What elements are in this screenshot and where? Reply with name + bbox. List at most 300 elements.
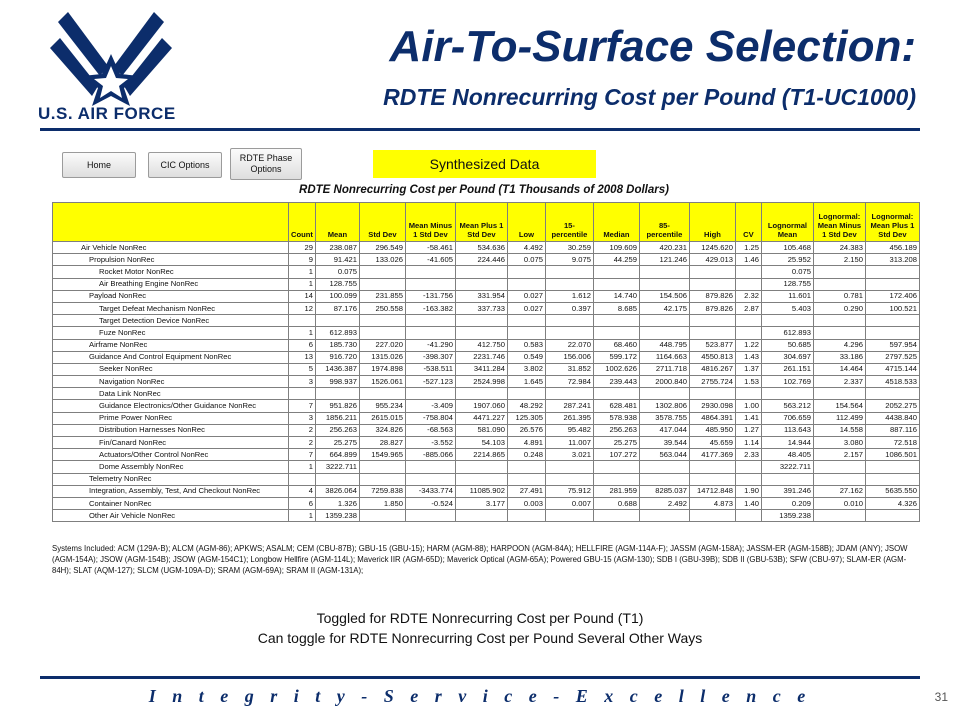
table-cell: 1.27 xyxy=(735,424,761,436)
home-button[interactable]: Home xyxy=(62,152,136,178)
table-cell: -68.563 xyxy=(405,424,455,436)
table-cell: 6 xyxy=(289,339,316,351)
column-header: Std Dev xyxy=(359,203,405,242)
table-cell: 534.636 xyxy=(455,242,507,254)
table-row xyxy=(53,363,920,375)
table-cell: 1 xyxy=(289,278,316,290)
table-cell: 879.826 xyxy=(689,290,735,302)
row-label: Seeker NonRec xyxy=(53,363,289,375)
table-cell: 2.337 xyxy=(813,376,865,388)
table-cell: 0.027 xyxy=(507,302,545,314)
table-cell xyxy=(761,315,813,327)
table-cell: 50.685 xyxy=(761,339,813,351)
header-divider xyxy=(40,128,920,131)
table-cell: 2052.275 xyxy=(865,400,919,412)
table-cell: 1245.620 xyxy=(689,242,735,254)
table-cell: 4177.369 xyxy=(689,449,735,461)
table-cell xyxy=(545,327,593,339)
table-cell: 231.855 xyxy=(359,290,405,302)
table-cell xyxy=(507,388,545,400)
table-cell xyxy=(761,473,813,485)
slide-subtitle: RDTE Nonrecurring Cost per Pound (T1-UC1000) xyxy=(383,84,916,110)
table-cell: 3 xyxy=(289,412,316,424)
table-cell xyxy=(639,473,689,485)
table-cell: -758.804 xyxy=(405,412,455,424)
table-cell: 8285.037 xyxy=(639,485,689,497)
table-cell xyxy=(545,510,593,522)
table-cell: 75.912 xyxy=(545,485,593,497)
table-cell: 287.241 xyxy=(545,400,593,412)
table-cell xyxy=(735,315,761,327)
table-cell: 5.403 xyxy=(761,302,813,314)
table-cell: 0.003 xyxy=(507,497,545,509)
table-row xyxy=(53,497,920,509)
table-cell xyxy=(639,461,689,473)
table-cell xyxy=(639,510,689,522)
table-cell xyxy=(593,327,639,339)
table-cell: 0.075 xyxy=(315,266,359,278)
table-row xyxy=(53,485,920,497)
table-cell: 706.659 xyxy=(761,412,813,424)
table-row xyxy=(53,449,920,461)
table-cell xyxy=(593,473,639,485)
table-cell: 998.937 xyxy=(315,376,359,388)
row-label: Air Vehicle NonRec xyxy=(53,242,289,254)
table-cell xyxy=(545,266,593,278)
table-cell: 597.954 xyxy=(865,339,919,351)
table-cell: 612.893 xyxy=(315,327,359,339)
table-cell: 31.852 xyxy=(545,363,593,375)
table-cell xyxy=(455,473,507,485)
table-cell: 3222.711 xyxy=(315,461,359,473)
table-cell xyxy=(315,388,359,400)
table-cell xyxy=(455,278,507,290)
table-cell xyxy=(315,315,359,327)
table-cell xyxy=(289,315,316,327)
table-cell xyxy=(813,278,865,290)
table-cell xyxy=(639,266,689,278)
table-cell: 578.938 xyxy=(593,412,639,424)
table-cell: 3 xyxy=(289,376,316,388)
row-label: Guidance Electronics/Other Guidance NonRec xyxy=(53,400,289,412)
table-cell: 128.755 xyxy=(761,278,813,290)
table-cell: 261.395 xyxy=(545,412,593,424)
table-cell: 3.080 xyxy=(813,437,865,449)
table-cell xyxy=(593,388,639,400)
row-label: Target Defeat Mechanism NonRec xyxy=(53,302,289,314)
table-cell xyxy=(593,266,639,278)
table-cell: 4.873 xyxy=(689,497,735,509)
cic-options-button[interactable]: CIC Options xyxy=(148,152,222,178)
table-cell: 4550.813 xyxy=(689,351,735,363)
table-cell xyxy=(545,461,593,473)
table-cell xyxy=(289,388,316,400)
table-cell: 3222.711 xyxy=(761,461,813,473)
table-cell: 0.075 xyxy=(761,266,813,278)
logo-wordmark: U.S. AIR FORCE xyxy=(38,104,176,123)
table-cell xyxy=(735,510,761,522)
table-row xyxy=(53,315,920,327)
table-cell: -0.524 xyxy=(405,497,455,509)
table-cell: 4.326 xyxy=(865,497,919,509)
table-cell: 4864.391 xyxy=(689,412,735,424)
table-cell: 107.272 xyxy=(593,449,639,461)
table-cell xyxy=(865,510,919,522)
table-cell: 1526.061 xyxy=(359,376,405,388)
table-row xyxy=(53,254,920,266)
table-cell: 14 xyxy=(289,290,316,302)
table-cell: 1.37 xyxy=(735,363,761,375)
table-cell xyxy=(359,327,405,339)
table-cell: 113.643 xyxy=(761,424,813,436)
table-cell: 45.659 xyxy=(689,437,735,449)
table-cell xyxy=(813,327,865,339)
table-cell: 0.007 xyxy=(545,497,593,509)
table-row xyxy=(53,278,920,290)
column-header: Lognormal: Mean Minus 1 Std Dev xyxy=(813,203,865,242)
row-label: Dome Assembly NonRec xyxy=(53,461,289,473)
table-cell: -41.605 xyxy=(405,254,455,266)
table-cell: 429.013 xyxy=(689,254,735,266)
table-cell xyxy=(593,461,639,473)
column-header: Lognormal: Mean Plus 1 Std Dev xyxy=(865,203,919,242)
table-cell: 1359.238 xyxy=(761,510,813,522)
table-cell xyxy=(289,473,316,485)
column-header: Median xyxy=(593,203,639,242)
table-cell xyxy=(639,278,689,290)
table-cell: 95.482 xyxy=(545,424,593,436)
table-cell xyxy=(865,278,919,290)
row-label: Navigation NonRec xyxy=(53,376,289,388)
table-cell: 5635.550 xyxy=(865,485,919,497)
table-cell xyxy=(735,461,761,473)
table-cell: 7 xyxy=(289,400,316,412)
table-cell: 0.781 xyxy=(813,290,865,302)
table-cell: 563.212 xyxy=(761,400,813,412)
table-cell: 420.231 xyxy=(639,242,689,254)
table-cell: 2755.724 xyxy=(689,376,735,388)
table-cell: 1.00 xyxy=(735,400,761,412)
table-cell: 1359.238 xyxy=(315,510,359,522)
row-label: Other Air Vehicle NonRec xyxy=(53,510,289,522)
table-cell: 887.116 xyxy=(865,424,919,436)
table-cell: 281.959 xyxy=(593,485,639,497)
row-label: Guidance And Control Equipment NonRec xyxy=(53,351,289,363)
row-label: Prime Power NonRec xyxy=(53,412,289,424)
table-cell: 11.007 xyxy=(545,437,593,449)
table-cell xyxy=(359,510,405,522)
table-cell xyxy=(545,315,593,327)
table-cell: 0.397 xyxy=(545,302,593,314)
table-cell: 3.177 xyxy=(455,497,507,509)
table-cell: 3411.284 xyxy=(455,363,507,375)
table-cell: 955.234 xyxy=(359,400,405,412)
table-cell xyxy=(865,266,919,278)
table-cell xyxy=(593,510,639,522)
table-cell xyxy=(405,510,455,522)
table-cell xyxy=(507,266,545,278)
table-cell: 109.609 xyxy=(593,242,639,254)
table-cell: 296.549 xyxy=(359,242,405,254)
row-label: Rocket Motor NonRec xyxy=(53,266,289,278)
table-cell: 12 xyxy=(289,302,316,314)
table-cell: 6 xyxy=(289,497,316,509)
table-cell xyxy=(813,510,865,522)
table-cell: 30.259 xyxy=(545,242,593,254)
table-cell: 256.263 xyxy=(593,424,639,436)
table-cell: 2.87 xyxy=(735,302,761,314)
table-cell xyxy=(735,388,761,400)
table-cell xyxy=(455,461,507,473)
table-cell: 0.027 xyxy=(507,290,545,302)
table-cell: -3.409 xyxy=(405,400,455,412)
column-header: Low xyxy=(507,203,545,242)
table-cell: 1 xyxy=(289,461,316,473)
table-cell: -527.123 xyxy=(405,376,455,388)
table-cell: 581.090 xyxy=(455,424,507,436)
table-cell: -58.461 xyxy=(405,242,455,254)
table-cell: 11085.902 xyxy=(455,485,507,497)
row-label: Fin/Canard NonRec xyxy=(53,437,289,449)
table-cell: 0.209 xyxy=(761,497,813,509)
table-cell xyxy=(507,278,545,290)
table-cell: 100.521 xyxy=(865,302,919,314)
table-cell: 2.157 xyxy=(813,449,865,461)
table-cell xyxy=(735,278,761,290)
table-cell: 485.950 xyxy=(689,424,735,436)
table-cell: 2214.865 xyxy=(455,449,507,461)
table-cell: 26.576 xyxy=(507,424,545,436)
table-cell: 2797.525 xyxy=(865,351,919,363)
table-cell: 2.33 xyxy=(735,449,761,461)
table-cell: 2615.015 xyxy=(359,412,405,424)
table-row xyxy=(53,473,920,485)
table-cell: 456.189 xyxy=(865,242,919,254)
table-cell: 2 xyxy=(289,437,316,449)
table-cell: 72.984 xyxy=(545,376,593,388)
page-number: 31 xyxy=(934,690,948,704)
table-cell xyxy=(735,473,761,485)
table-cell: 125.305 xyxy=(507,412,545,424)
table-cell: 612.893 xyxy=(761,327,813,339)
table-row xyxy=(53,424,920,436)
table-cell xyxy=(865,315,919,327)
row-label: Fuze NonRec xyxy=(53,327,289,339)
table-row xyxy=(53,461,920,473)
table-cell: 25.275 xyxy=(593,437,639,449)
table-cell: 9.075 xyxy=(545,254,593,266)
table-cell: 2231.746 xyxy=(455,351,507,363)
table-cell: 2 xyxy=(289,424,316,436)
table-cell xyxy=(689,278,735,290)
table-cell xyxy=(545,388,593,400)
table-cell xyxy=(689,266,735,278)
table-row xyxy=(53,412,920,424)
table-cell: 42.175 xyxy=(639,302,689,314)
row-label: Distribution Harnesses NonRec xyxy=(53,424,289,436)
table-cell xyxy=(359,461,405,473)
table-cell: 238.087 xyxy=(315,242,359,254)
rdte-button-line1: RDTE Phase xyxy=(239,153,293,163)
table-cell: 154.564 xyxy=(813,400,865,412)
table-row xyxy=(53,376,920,388)
table-cell xyxy=(813,461,865,473)
table-cell: 304.697 xyxy=(761,351,813,363)
table-cell: 331.954 xyxy=(455,290,507,302)
table-cell xyxy=(689,327,735,339)
table-row xyxy=(53,351,920,363)
table-cell: 128.755 xyxy=(315,278,359,290)
table-cell: 417.044 xyxy=(639,424,689,436)
table-cell: 2.492 xyxy=(639,497,689,509)
rdte-phase-options-button[interactable] xyxy=(230,148,302,180)
table-cell xyxy=(545,278,593,290)
row-label: Propulsion NonRec xyxy=(53,254,289,266)
table-cell: 1856.211 xyxy=(315,412,359,424)
table-cell: -538.511 xyxy=(405,363,455,375)
table-cell: 1.645 xyxy=(507,376,545,388)
column-header: Mean xyxy=(315,203,359,242)
table-cell: 33.186 xyxy=(813,351,865,363)
table-cell: 0.248 xyxy=(507,449,545,461)
table-cell xyxy=(545,473,593,485)
table-cell xyxy=(735,266,761,278)
table-cell: 68.460 xyxy=(593,339,639,351)
table-cell xyxy=(405,461,455,473)
toggle-note-secondary: Can toggle for RDTE Nonrecurring Cost per Pound Several Other Ways xyxy=(257,630,703,646)
table-row xyxy=(53,437,920,449)
rdte-button-line2: Options xyxy=(250,164,282,174)
table-cell xyxy=(865,473,919,485)
table-cell: 154.506 xyxy=(639,290,689,302)
column-header: 15-percentile xyxy=(545,203,593,242)
table-cell: 412.750 xyxy=(455,339,507,351)
row-label: Payload NonRec xyxy=(53,290,289,302)
table-cell: 3578.755 xyxy=(639,412,689,424)
table-cell: 951.826 xyxy=(315,400,359,412)
table-cell: 261.151 xyxy=(761,363,813,375)
table-cell: 1907.060 xyxy=(455,400,507,412)
table-cell: -885.066 xyxy=(405,449,455,461)
table-cell: 0.688 xyxy=(593,497,639,509)
table-cell: 0.549 xyxy=(507,351,545,363)
table-cell: 3.802 xyxy=(507,363,545,375)
table-cell: 239.443 xyxy=(593,376,639,388)
table-cell: 13 xyxy=(289,351,316,363)
column-header: 85-percentile xyxy=(639,203,689,242)
table-cell xyxy=(689,315,735,327)
table-cell: 224.446 xyxy=(455,254,507,266)
table-cell: 1549.965 xyxy=(359,449,405,461)
table-cell: 14.740 xyxy=(593,290,639,302)
table-cell: 8.685 xyxy=(593,302,639,314)
table-cell xyxy=(405,266,455,278)
table-cell: 172.406 xyxy=(865,290,919,302)
table-row xyxy=(53,339,920,351)
row-label: Airframe NonRec xyxy=(53,339,289,351)
table-cell xyxy=(359,266,405,278)
table-row xyxy=(53,327,920,339)
table-cell: 156.006 xyxy=(545,351,593,363)
row-label: Air Breathing Engine NonRec xyxy=(53,278,289,290)
table-cell: 11.601 xyxy=(761,290,813,302)
table-cell xyxy=(813,315,865,327)
table-cell: 25.275 xyxy=(315,437,359,449)
column-header: Lognormal Mean xyxy=(761,203,813,242)
table-cell xyxy=(405,473,455,485)
table-cell: 1.53 xyxy=(735,376,761,388)
row-label: Container NonRec xyxy=(53,497,289,509)
table-cell xyxy=(405,278,455,290)
table-cell: 4816.267 xyxy=(689,363,735,375)
row-label: Actuators/Other Control NonRec xyxy=(53,449,289,461)
table-cell xyxy=(507,473,545,485)
table-cell: 4.891 xyxy=(507,437,545,449)
table-cell: 14712.848 xyxy=(689,485,735,497)
table-cell: 0.290 xyxy=(813,302,865,314)
table-cell: 22.070 xyxy=(545,339,593,351)
table-cell: 4518.533 xyxy=(865,376,919,388)
column-header: Count xyxy=(289,203,316,242)
table-cell: 1.40 xyxy=(735,497,761,509)
table-header-row xyxy=(53,203,920,242)
table-cell: 1315.026 xyxy=(359,351,405,363)
table-cell: 1.612 xyxy=(545,290,593,302)
table-cell: 1.22 xyxy=(735,339,761,351)
table-cell xyxy=(593,315,639,327)
table-cell: -398.307 xyxy=(405,351,455,363)
table-cell: 48.292 xyxy=(507,400,545,412)
table-cell: 44.259 xyxy=(593,254,639,266)
table-cell xyxy=(359,278,405,290)
table-cell: 5 xyxy=(289,363,316,375)
table-cell xyxy=(689,510,735,522)
table-cell xyxy=(813,266,865,278)
table-cell: 2524.998 xyxy=(455,376,507,388)
table-cell: 3.021 xyxy=(545,449,593,461)
table-cell: -163.382 xyxy=(405,302,455,314)
table-cell: 1974.898 xyxy=(359,363,405,375)
table-cell: 1 xyxy=(289,327,316,339)
table-cell xyxy=(405,327,455,339)
systems-included-text: Systems Included: ACM (129A-B); ALCM (AGM-86); APKWS; ASALM; CEM (CBU-87B); GBU-15 (GBU-15); HARM (AGM-88); HARPOON (AGM-84A); HELLFIRE (AGM-114A-F); JASSM (AGM-158A); JASSM-ER (AGM-158B); JDAM (ANY); JSOW (AGM-154A); JSOW (AGM-154B); JSOW (AGM-154C1); Longbow Hellfire (AGM-114L); Maverick IIR (AGM-65D); Maverick Optical (AGM-65A); Powered GBU-15 (AGM-130); SDB I (GBU-39B); SDB II (GBU-53B); SFW (CBU-97); SLAM-ER (AGM-84H); SLAT (AQM-127); SLCM (UGM-109A-D); SRAM (AGM-69A); SRAM II (AGM-131A); xyxy=(52,544,908,575)
table-cell: -3433.774 xyxy=(405,485,455,497)
table-cell xyxy=(455,510,507,522)
table-row xyxy=(53,388,920,400)
table-cell: 1002.626 xyxy=(593,363,639,375)
table-cell: 1.25 xyxy=(735,242,761,254)
table-cell: 14.464 xyxy=(813,363,865,375)
table-cell: 391.246 xyxy=(761,485,813,497)
table-cell xyxy=(865,327,919,339)
table-cell: 185.730 xyxy=(315,339,359,351)
table-cell: 916.720 xyxy=(315,351,359,363)
table-cell: 1 xyxy=(289,266,316,278)
table-cell: 133.026 xyxy=(359,254,405,266)
table-row xyxy=(53,302,920,314)
table-cell xyxy=(315,473,359,485)
table-cell xyxy=(865,388,919,400)
table-cell: -3.552 xyxy=(405,437,455,449)
table-cell: 1.46 xyxy=(735,254,761,266)
table-row xyxy=(53,290,920,302)
table-cell: 4471.227 xyxy=(455,412,507,424)
table-cell xyxy=(359,388,405,400)
column-header xyxy=(53,203,289,242)
table-row xyxy=(53,400,920,412)
table-cell: 27.162 xyxy=(813,485,865,497)
table-cell: 4.296 xyxy=(813,339,865,351)
